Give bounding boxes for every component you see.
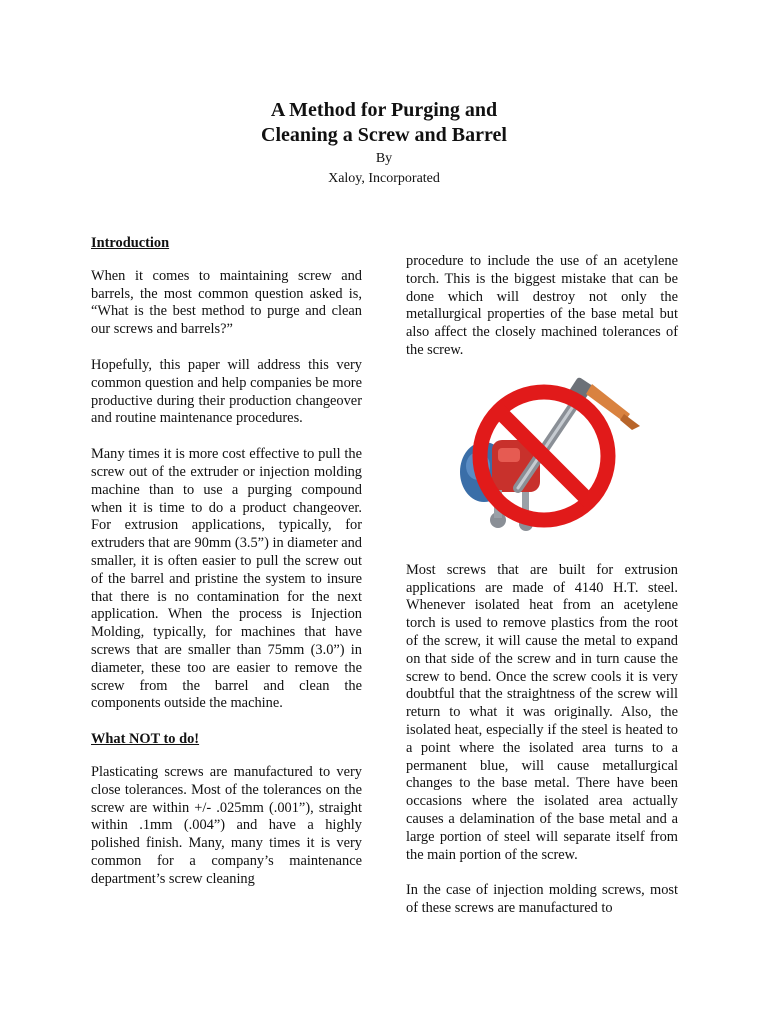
steel-paragraph: Most screws that are built for extrusion applications are made of 4140 H.T. steel. Whenever isolated heat from an acetylene torch is used to remove plastics from the root of the screw, it will cause the metal to expand on that side of the screw and in turn cause the screw to bend. Once the screw cools it is very doubtful that the straightness of the screw will return to what it was originally. Also, the isolated heat, especially if the steel is heated to a point where the isolated area turns to a permanent blue, will cause metallurgical changes to the base metal. There have been occasions where the isolated area actually causes a delamination of the base metal and a large portion of steel will separate itself from the main portion of the screw. (406, 561, 678, 863)
document-title-line-1: A Method for Purging and (270, 99, 498, 121)
byline-author: Xaloy, Incorporated (328, 170, 440, 186)
right-column (406, 253, 678, 918)
no-torch-figure (406, 370, 678, 550)
left-column (91, 235, 362, 889)
intro-paragraph-3: Many times it is more cost effective to pull the screw out of the extruder or injection molding machine than to use a purging compound when it is time to do a product changeover. For extrusion applications, typically, for extruders that are 90mm (3.5”) in diameter and smaller, it is often easier to pull the screw out of the barrel and pristine the system to insure that there is no contamination for the next application. When the process is Injection Molding, typically, for machines that have screws that are smaller than 75mm (3.0”) in diameter, these too are easier to remove the screw from the barrel and clean the components outside the machine. (91, 446, 362, 712)
byline-by: By (375, 151, 393, 166)
intro-paragraph-2: Hopefully, this paper will address this very common question and help companies be more productive during their production changeover and routine maintenance procedures. (91, 356, 362, 427)
no-torch-icon (406, 370, 678, 550)
document-title-line-2: Cleaning a Screw and Barrel (261, 124, 507, 146)
injection-paragraph: In the case of injection molding screws, most of these screws are manufactured to (406, 882, 678, 917)
what-not-to-do-heading: What NOT to do! (91, 731, 200, 748)
intro-paragraph-1: When it comes to maintaining screw and barrels, the most common question asked is, “What is the best method to purge and clean our screws and barrels?” (91, 267, 362, 338)
title-block (0, 98, 768, 187)
torch-paragraph: procedure to include the use of an acetylene torch. This is the biggest mistake that can be done which will destroy not only the metallurgical properties of the base metal but also affect the closely machined tolerances of the screw. (406, 253, 678, 358)
introduction-heading: Introduction (91, 235, 170, 251)
what-not-paragraph: Plasticating screws are manufactured to very close tolerances. Most of the tolerances on the screw are within +/- .025mm (.001”), straight within .1mm (.004”) and have a highly polished finish. Many, many times it is very common for a company’s maintenance department’s screw cleaning (91, 763, 362, 887)
